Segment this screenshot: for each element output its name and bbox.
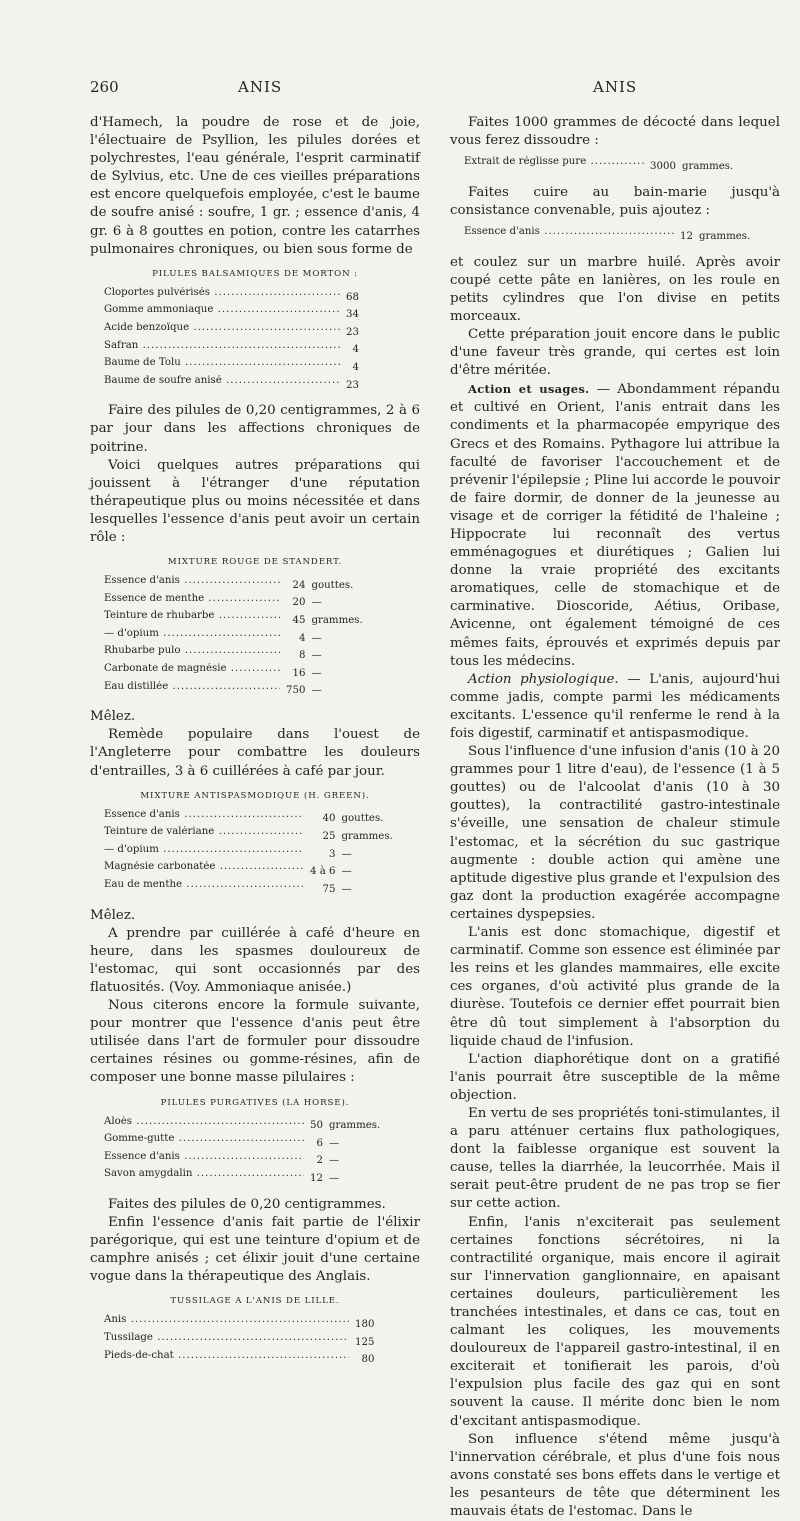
recipe-title: MIXTURE ANTISPASMODIQUE (H. GREEN). [140, 790, 370, 801]
paragraph: Enfin, l'anis n'exciterait pas seulement certaines fonctions sécrétoires, ni la contractilité organique, mais encore il agirait sur l'innervation ganglionnaire, en apaisant certaines douleurs, particulièrement les tranchées intestinales, et dans ce cas, tout en calmant les coliques, les mouvements douloureux de l'appareil gastro-intestinal, il en exciterait et tonifierait les parois, d'où l'expulsion plus facile des gaz qui en sont souvent la cause. Il mérite donc bien le nom d'excitant antispasmodique. [450, 1214, 780, 1429]
ingredient-name: — d'opium [104, 627, 159, 639]
leader-dots [182, 879, 304, 890]
recipe-row [104, 628, 363, 646]
recipe-row [104, 340, 365, 358]
ingredient-name: Gomme-gutte [104, 1133, 175, 1145]
ingredient-unit: gouttes. [311, 579, 354, 591]
ingredient-unit [359, 287, 365, 305]
leader-dots [181, 645, 280, 656]
ingredient-unit: — [341, 883, 352, 895]
recipe-title: MIXTURE ROUGE DE STANDERT. [167, 557, 343, 568]
ingredient-name: Carbonate de magnésie [104, 663, 227, 675]
recipe-row [104, 809, 393, 827]
ingredient-unit: — [341, 848, 352, 860]
recipe-row [104, 375, 365, 393]
ingredient-name: Essence d'anis [104, 575, 180, 587]
leader-dots [189, 322, 340, 333]
paragraph: L'anis est donc stomachique, digestif et carminatif. Comme son essence est éliminée par les reins et les glandes mammaires, elle excite ces organes, d'où activité plus grande de la diurèse. Toutefois ce dernier effet pourrait bien être dû tout simplement à l'absorption du liquide chaud de l'infusion. [450, 925, 780, 1049]
recipe-table [104, 809, 393, 897]
recipe-row [104, 575, 363, 593]
paragraph: Faites des pilules de 0,20 centigrammes. [108, 1196, 386, 1212]
ingredient-amount: 45 [292, 615, 306, 627]
recipe-row [104, 681, 363, 699]
paragraph [450, 671, 780, 743]
ingredient-amount: 23 [346, 379, 359, 391]
leader-dots [180, 1151, 304, 1162]
leader-dots [192, 1168, 304, 1179]
paragraph-text: — L'anis, aujourd'hui comme jadis, compte parmi les médicaments excitants. L'essence qu'il renferme le rend à la fois digestif, carminatif et antispasmodique. [450, 671, 780, 741]
leader-dots [159, 844, 304, 855]
leader-dots [180, 809, 304, 820]
recipe-row [104, 287, 365, 305]
leader-dots [180, 575, 280, 586]
ingredient-amount: 12 [310, 1173, 323, 1185]
ingredient-unit: gouttes. [341, 813, 384, 825]
leader-dots [586, 156, 644, 167]
ingredient-name: Savon amygdalin [104, 1168, 193, 1180]
leader-dots [213, 304, 340, 315]
paragraph: et coulez sur un marbre huilé. Après avoir coupé cette pâte en lanières, on les roule en petits cylindres que l'on divise en petits morceaux. [450, 254, 780, 324]
paragraph [450, 380, 780, 671]
ingredient-amount: 50 [310, 1120, 323, 1132]
leader-dots [181, 357, 340, 368]
paragraph: Faites 1000 grammes de décocté dans lequel vous ferez dissoudre : [450, 115, 780, 149]
leader-dots [204, 593, 280, 604]
ingredient-name: Cloportes pulvérisés [104, 286, 211, 298]
ingredient-name: — d'opium [104, 843, 159, 855]
recipe-row [104, 1116, 380, 1134]
ingredient-amount: 4 [298, 632, 306, 644]
ingredient-amount: 23 [346, 326, 359, 338]
ingredient-name: Baume de Tolu [104, 357, 181, 369]
running-head-right: ANIS [593, 78, 638, 96]
ingredient-name: Essence de menthe [104, 592, 205, 604]
recipe-table [464, 226, 750, 244]
paragraph: Sous l'influence d'une infusion d'anis (10 à 20 grammes pour 1 litre d'eau), de l'essence (1 à 5 gouttes) ou de l'alcoolat d'anis (10 à 30 gouttes), la contractilité gastro-intestinale s'éveille, une sensation de chaleur stimule l'estomac, et la sécrétion du suc gastrique augmente : double action qui amène une aptitude digestive plus grande et l'expulsion des gaz dont la production exagérée accompagne certaines dyspepsies. [450, 744, 780, 922]
recipe-row [104, 826, 393, 844]
ingredient-unit: grammes. [341, 830, 393, 842]
paragraph: L'action diaphorétique dont on a gratifié l'anis pourrait être susceptible de la même objection. [450, 1051, 780, 1103]
ingredient-name: Teinture de valériane [104, 826, 215, 838]
ingredient-unit: — [328, 1173, 340, 1185]
recipe-row [104, 1332, 380, 1350]
ingredient-amount: 25 [322, 830, 336, 842]
paragraph: Voici quelques autres préparations qui jouissent à l'étranger d'une réputation thérapeutique plus ou moins nécessitée et dans lesquelles l'essence d'anis peut avoir un certain rôle : [90, 457, 420, 545]
ingredient-unit [359, 375, 365, 393]
page-number: 260 [90, 78, 119, 96]
recipe-row [104, 610, 363, 628]
recipe-row [104, 357, 365, 375]
leader-dots [210, 287, 340, 298]
leader-dots [153, 1332, 349, 1343]
ingredient-name: Aloès [104, 1115, 133, 1127]
ingredient-name: Gomme ammoniaque [104, 304, 214, 316]
ingredient-amount: 180 [355, 1319, 375, 1331]
ingredient-amount: 40 [322, 813, 336, 825]
recipe-row [104, 593, 363, 611]
recipe-row [464, 226, 750, 244]
ingredient-name: Teinture de rhubarbe [104, 610, 215, 622]
leader-dots [222, 375, 340, 386]
section-heading: Action et usages. [468, 382, 590, 397]
ingredient-unit [359, 340, 365, 358]
paragraph: d'Hamech, la poudre de rose et de joie, l'électuaire de Psyllion, les pilules dorées et polychrestes, l'eau générale, l'esprit carminatif de Sylvius, etc. Une de ces vieilles préparations est encore quelquefois employée, c'est le baume de soufre anisé : soufre, 1 gr. ; essence d'anis, 4 gr. 6 à 8 gouttes en potion, contre les catarrhes pulmonaires chroniques, ou bien sous forme de [90, 115, 420, 257]
recipe-row [104, 1350, 380, 1368]
ingredient-amount: 20 [292, 597, 306, 609]
paragraph: Mêlez. [90, 709, 136, 725]
ingredient-name: Eau distillée [104, 680, 169, 692]
ingredient-unit: — [311, 597, 322, 609]
ingredient-amount: 80 [361, 1354, 375, 1366]
recipe-row [104, 1168, 380, 1186]
leader-dots [132, 1116, 304, 1127]
ingredient-unit: grammes. [311, 615, 363, 627]
recipe-row [104, 1151, 380, 1169]
ingredient-amount: 6 [316, 1137, 323, 1149]
ingredient-unit: — [328, 1155, 340, 1167]
ingredient-amount: 12 [680, 230, 693, 242]
ingredient-name: Rhubarbe pulo [104, 645, 181, 657]
recipe-row [104, 304, 365, 322]
ingredient-unit [359, 304, 365, 322]
leader-dots [126, 1314, 349, 1325]
ingredient-unit [374, 1332, 380, 1350]
ingredient-unit: grammes. [328, 1120, 381, 1132]
leader-dots [168, 681, 280, 692]
recipe-row [104, 844, 393, 862]
leader-dots [159, 628, 280, 639]
ingredient-unit: grammes. [698, 230, 751, 242]
ingredient-amount: 750 [286, 685, 306, 697]
ingredient-name: Acide benzoïque [104, 321, 190, 333]
ingredient-name: Safran [104, 339, 139, 351]
leader-dots [227, 663, 280, 674]
ingredient-name: Tussilage [104, 1331, 153, 1343]
ingredient-unit [359, 357, 365, 375]
paragraph: Mêlez. [90, 907, 136, 923]
ingredient-amount: 4 [352, 344, 359, 356]
paragraph: Faites cuire au bain-marie jusqu'à consistance convenable, puis ajoutez : [450, 184, 780, 218]
recipe-row [104, 879, 393, 897]
recipe-row [104, 1133, 380, 1151]
ingredient-unit: — [311, 667, 322, 679]
paragraph: Enfin l'essence d'anis fait partie de l'élixir parégorique, qui est une teinture d'opium et de camphre anisés ; cet élixir jouit d'une certaine vogue dans la thérapeutique des Anglais. [90, 1214, 420, 1285]
ingredient-amount: 125 [355, 1336, 375, 1348]
ingredient-amount: 4 à 6 [310, 866, 336, 878]
ingredient-amount: 75 [322, 883, 336, 895]
ingredient-name: Pieds-de-chat [104, 1349, 174, 1361]
ingredient-name: Eau de menthe [104, 878, 183, 890]
paragraph: Nous citerons encore la formule suivante, pour montrer que l'essence d'anis peut être utilisée dans l'art de formuler pour dissoudre certaines résines ou gomme-résines, afin de composer une bonne masse pilulaires : [90, 998, 420, 1086]
ingredient-amount: 16 [292, 667, 306, 679]
leader-dots [174, 1133, 304, 1144]
leader-dots [540, 226, 674, 237]
ingredient-unit: — [311, 685, 322, 697]
ingredient-amount: 8 [298, 650, 306, 662]
recipe-row [104, 861, 393, 879]
recipe-row [104, 322, 365, 340]
right-column [450, 114, 780, 1521]
recipe-title: TUSSILAGE A L'ANIS DE LILLE. [170, 1296, 340, 1307]
paragraph: Son influence s'étend même jusqu'à l'innervation cérébrale, et plus d'une fois nous avons constaté ses bons effets dans le vertige et les pesanteurs de tête que déterminent les mauvais états de l'estomac. Dans le [450, 1431, 780, 1520]
recipe-row [104, 663, 363, 681]
recipe-table [104, 287, 365, 393]
paragraph: A prendre par cuillérée à café d'heure en heure, dans les spasmes douloureux de l'estomac, qui sont occasionnés par des flatuosités. (Voy. Ammoniaque anisée.) [90, 925, 420, 995]
recipe-table [104, 1314, 380, 1367]
ingredient-unit: — [341, 866, 352, 878]
ingredient-name: Essence d'anis [104, 808, 180, 820]
paragraph: Remède populaire dans l'ouest de l'Angleterre pour combattre les douleurs d'entrailles, 3 à 6 cuillérées à café par jour. [90, 727, 420, 779]
ingredient-unit [374, 1314, 380, 1332]
ingredient-amount: 24 [292, 579, 306, 591]
ingredient-name: Essence d'anis [464, 225, 540, 237]
ingredient-amount: 4 [352, 361, 359, 373]
ingredient-amount: 68 [346, 291, 359, 303]
leader-dots [174, 1350, 349, 1361]
ingredient-name: Extrait de réglisse pure [464, 156, 587, 168]
recipe-row [104, 645, 363, 663]
ingredient-name: Magnésie carbonatée [104, 861, 216, 873]
leader-dots [214, 826, 304, 837]
ingredient-amount: 3 [329, 848, 336, 860]
paragraph: Faire des pilules de 0,20 centigrammes, 2 à 6 par jour dans les affections chroniques de poitrine. [90, 403, 420, 455]
ingredient-unit [374, 1350, 380, 1368]
ingredient-name: Essence d'anis [104, 1150, 180, 1162]
ingredient-unit [359, 322, 365, 340]
paragraph-text: — Abondamment répandu et cultivé en Orient, l'anis entrait dans les condiments et la pharmacopée empyrique des Grecs et des Romains. Pythagore lui attribue la faculté de favoriser l'accouchement et de prévenir l'épilepsie ; Pline lui accorde le pouvoir de faire dormir, de donner de la jeunesse au visage et de corriger la fétidité de l'haleine ; Hippocrate lui reconnaît des vertus emménagogues et diurétiques ; Galien lui donne la vraie propriété des excitants aromatiques, celle de stomachique et de carminative. Dioscoride, Aétius, Oribase, Avicenne, ont également témoigné de ces mêmes faits, éprouvés et exprimés depuis par tous les médecins. [450, 382, 780, 669]
ingredient-unit: — [311, 632, 322, 644]
ingredient-unit: grammes. [681, 160, 734, 172]
ingredient-name: Anis [104, 1314, 127, 1326]
leader-dots [214, 610, 280, 621]
page-header [0, 78, 800, 100]
recipe-table [464, 156, 733, 174]
paragraph: En vertu de ses propriétés toni-stimulantes, il a paru atténuer certains flux pathologiques, dont la faiblesse organique est souvent la cause, telles la diarrhée, la leucorrhée. Mais il serait peut-être prudent de ne pas trop se fier sur cette action. [450, 1105, 780, 1212]
paragraph: Cette préparation jouit encore dans le public d'une faveur très grande, qui certes est loin d'être méritée. [450, 326, 780, 379]
ingredient-amount: 2 [316, 1155, 323, 1167]
ingredient-name: Baume de soufre anisé [104, 374, 222, 386]
recipe-table [104, 575, 363, 698]
ingredient-amount: 34 [346, 309, 359, 321]
recipe-row [104, 1314, 380, 1332]
ingredient-unit: — [328, 1137, 340, 1149]
recipe-title: PILULES BALSAMIQUES DE MORTON : [152, 268, 358, 279]
recipe-row [464, 156, 733, 174]
leader-dots [138, 340, 340, 351]
ingredient-amount: 3000 [650, 160, 676, 172]
recipe-table [104, 1116, 380, 1186]
recipe-title: PILULES PURGATIVES (LA HORSE). [160, 1097, 350, 1108]
leader-dots [215, 861, 304, 872]
ingredient-unit: — [311, 650, 322, 662]
left-column [90, 114, 420, 1377]
section-heading: Action physiologique. [468, 671, 619, 687]
running-head-left: ANIS [238, 78, 283, 96]
